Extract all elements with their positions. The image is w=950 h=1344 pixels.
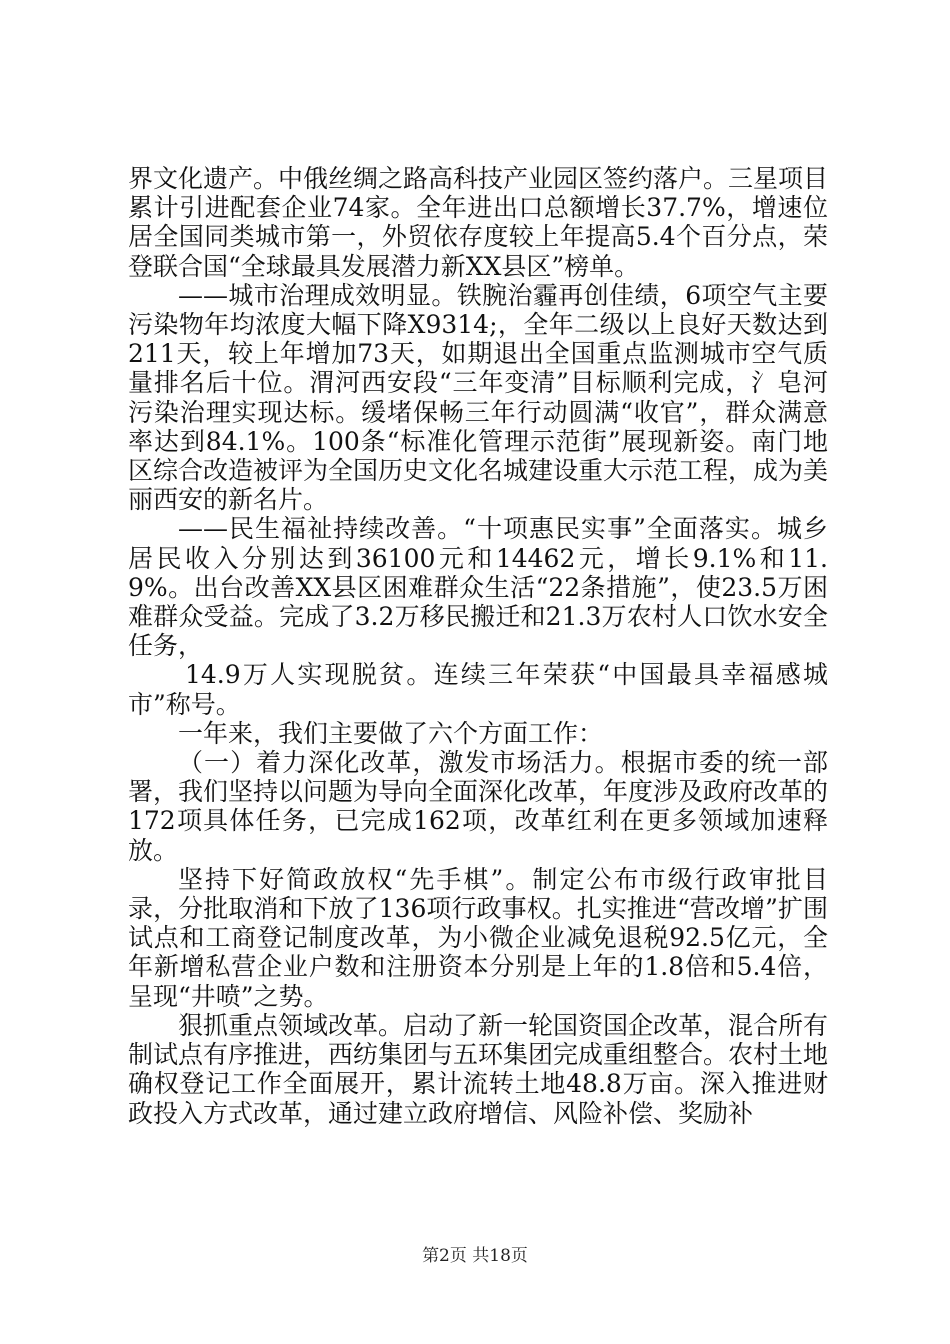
- paragraph-poverty-relief: 14.9万人实现脱贫。连续三年荣获“中国最具幸福感城市”称号。: [128, 660, 828, 719]
- paragraph-deepen-reform: （一）着力深化改革，激发市场活力。根据市委的统一部署，我们坚持以问题为导向全面深化改革，年度涉及政府改革的172项具体任务，已完成162项，改革红利在更多领域加速释放。: [128, 748, 829, 865]
- paragraph-six-aspects: 一年来，我们主要做了六个方面工作：: [178, 718, 604, 748]
- document-body: [128, 164, 828, 1128]
- page-number-footer: 第2页 共18页: [422, 1246, 528, 1266]
- paragraph-world-heritage: 界文化遗产。中俄丝绸之路高科技产业园区签约落户。三星项目累计引进配套企业74家。全年进出口总额增长37.7%，增速位居全国同类城市第一，外贸依存度较上年提高5.4个百分点，荣登联合国“全球最具发展潜力新XX县区”榜单。: [128, 164, 829, 281]
- paragraph-livelihood: ——民生福祉持续改善。“十项惠民实事”全面落实。城乡居民收入分别达到36100元和14462元，增长9.1%和11.9%。出台改善XX县区困难群众生活“22条措施”，使23.5万困难群众受益。完成了3.2万移民搬迁和21.3万农村人口饮水安全任务，: [128, 514, 828, 661]
- paragraph-urban-governance: ——城市治理成效明显。铁腕治霾再创佳绩，6项空气主要污染物年均浓度大幅下降X9314;，全年二级以上良好天数达到211天，较上年增加73天，如期退出全国重点监测城市空气质量排名后十位。渭河西安段“三年变清”目标顺利完成，氵皂河污染治理实现达标。缓堵保畅三年行动圆满“收官”，群众满意率达到84.1%。100条“标准化管理示范街”展现新姿。南门地区综合改造被评为全国历史文化名城建设重大示范工程，成为美丽西安的新名片。: [128, 280, 829, 515]
- paragraph-key-area-reform: 狠抓重点领域改革。启动了新一轮国资国企改革，混合所有制试点有序推进，西纺集团与五环集团完成重组整合。农村土地确权登记工作全面展开，累计流转土地48.8万亩。深入推进财政投入方式改革，通过建立政府增信、风险补偿、奖励补: [128, 1010, 829, 1128]
- paragraph-streamline-administration: 坚持下好简政放权“先手棋”。制定公布市级行政审批目录，分批取消和下放了136项行政事权。扎实推进“营改增”扩围试点和工商登记制度改革，为小微企业减免退税92.5亿元，全年新增私营企业户数和注册资本分别是上年的1.8倍和5.4倍，呈现“井喷”之势。: [128, 864, 828, 1011]
